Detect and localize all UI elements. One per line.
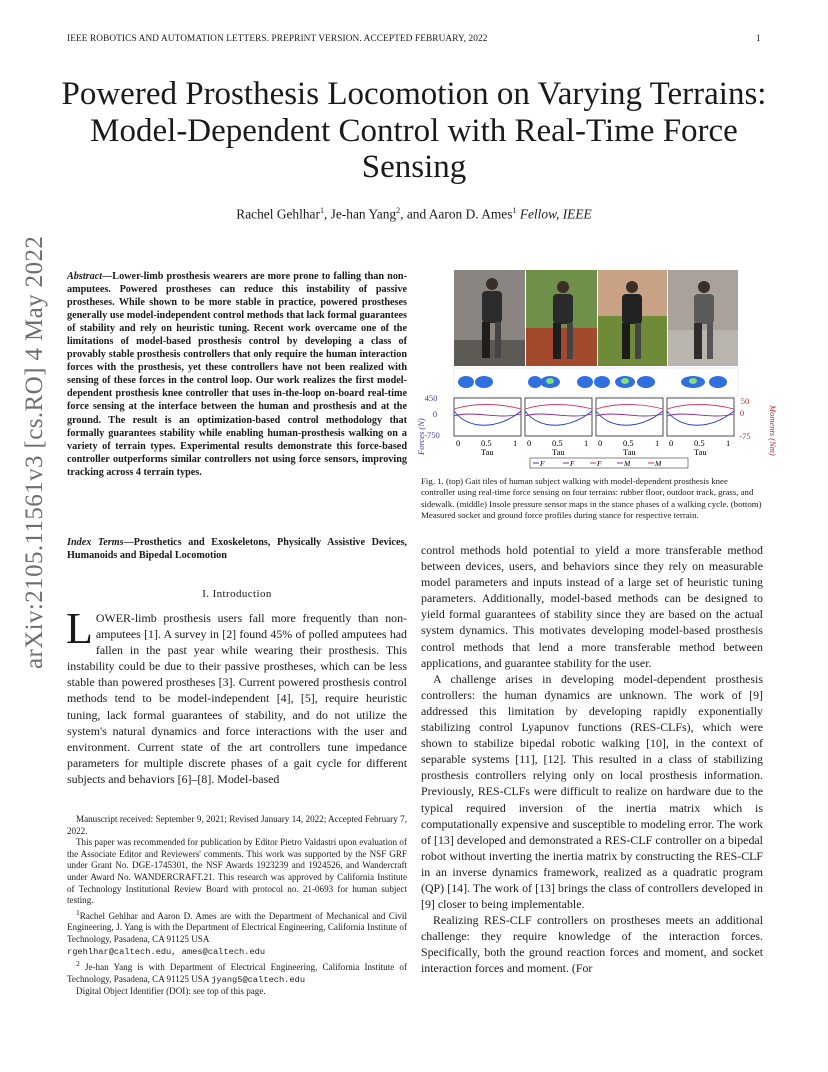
footnote-2-mark: 2 — [76, 959, 80, 969]
paper-title: Powered Prosthesis Locomotion on Varying Terrains: Model-Dependent Control with Real-Time Force Sensing — [61, 76, 767, 185]
ytick-right-75: -75 — [739, 431, 751, 441]
x-axis-label-p2: Tau — [552, 447, 565, 457]
index-terms-text: —Prosthetics and Exoskeletons, Physically Assistive Devices, Humanoids and Bipedal Locomotion — [67, 537, 407, 562]
right-column-text — [421, 542, 763, 977]
author-2-affil: 2 — [396, 206, 401, 215]
footnote-1-text: Rachel Gehlhar and Aaron D. Ames are with the Department of Mechanical and Civil Engineering, J. Yang is with the Department of Electrical Engineering, California Institute of Technology, Pasadena, CA 91125 USA — [67, 910, 407, 944]
legend — [530, 458, 688, 468]
photo-outdoor-track — [526, 270, 597, 366]
right-paragraph-1: control methods hold potential to yield a more transferable method between devices, users, and behaviors since they rely on measurable model parameters and inputs instead of a large set of heuristic tuning parameters. Additionally, model-based methods can be designed to yield formal guarantees of stability since they are based on the actual system dynamics. This motivates developing model-based prosthesis control methods that lend a more transferable method between applications, and guarantee stability for the user. — [421, 543, 763, 670]
drop-cap: L — [66, 604, 93, 653]
legend-item-2: F — [570, 459, 575, 468]
running-header: IEEE ROBOTICS AND AUTOMATION LETTERS. PREPRINT VERSION. ACCEPTED FEBRUARY, 2022 — [67, 34, 488, 44]
y-axis-label-right: Moments (Nm) — [768, 405, 778, 456]
footnote-1-emails[interactable]: rgehlhar@caltech.edu, ames@caltech.edu — [67, 946, 266, 957]
legend-item-3: F — [597, 459, 602, 468]
footnote-affiliation-1 — [67, 907, 407, 958]
xtick-0-p3: 0 — [598, 438, 603, 448]
author-line: Rachel Gehlhar$^1$, Je-han Yang$^2$, and Aaron D. Ames$^1$ Fellow, IEEE — [236, 206, 592, 222]
photo-rubber-floor — [454, 270, 525, 366]
plot-curves-rubber-floor — [454, 405, 521, 426]
footnotes — [67, 814, 407, 998]
xtick-1-p3: 1 — [655, 438, 660, 448]
caption-label: Fig. 1. — [421, 476, 444, 486]
author-3: Aaron D. Ames — [428, 206, 513, 222]
author-1: Rachel Gehlhar — [236, 206, 320, 222]
section-heading-introduction: I. Introduction — [202, 588, 272, 600]
force-profile-plots — [454, 398, 734, 436]
xtick-0-5-p2: 0.5 — [552, 438, 563, 448]
abstract — [67, 270, 407, 479]
x-axis-label-p4: Tau — [694, 447, 707, 457]
ytick-left-450: 450 — [424, 393, 438, 403]
page-number: 1 — [756, 34, 761, 44]
pressure-maps — [454, 368, 738, 396]
plot-curves-outdoor-track — [525, 405, 592, 426]
index-terms — [67, 536, 407, 562]
ytick-right-0: 0 — [739, 408, 745, 418]
footnote-funding: This paper was recommended for publication by Editor Pietro Valdastri upon evaluation of the Associate Editor and Reviewers' comments. This work was supported by the NSF GRF under Grant No. DGE-1745301, the NSF Awards 1923239 and 1924526, and Wandercraft under Award No. WANDERCRAFT.21. This research was approved by California Institute of Technology Institutional Review Board with protocol no. 21-0693 for human subject testing. — [67, 837, 407, 906]
xtick-1-p4: 1 — [726, 438, 731, 448]
caption-text: (top) Gait tiles of human subject walking with model-dependent prosthesis knee controller using real-time force sensing on four terrains: rubber floor, outdoor track, grass, and sidewalk. (middle) Insole pressure sensor maps in the stance phases of a walking cycle. (bottom) Measured socket and ground force profiles during stance for respective terrain. — [421, 476, 762, 520]
footnote-affiliation-2 — [67, 958, 407, 986]
xtick-0-5-p4: 0.5 — [694, 438, 705, 448]
xtick-0: 0 — [456, 438, 461, 448]
legend-item-1: F — [540, 459, 545, 468]
author-1-affil: 1 — [319, 206, 324, 215]
author-2: Je-han Yang — [330, 206, 397, 222]
y-axis-label-left: Forces (N) — [416, 418, 426, 455]
author-3-fellow: Fellow, IEEE — [519, 206, 592, 222]
xtick-1-p2: 1 — [584, 438, 589, 448]
footnote-2-text: Je-han Yang is with Department of Electrical Engineering, California Institute of Technology, Pasadena, CA 91125 USA — [67, 962, 407, 984]
intro-paragraph — [66, 604, 407, 787]
footnote-1-mark: 1 — [76, 907, 80, 917]
ytick-left-0: 0 — [432, 409, 438, 419]
ytick-left-750: -750 — [424, 430, 440, 440]
abstract-label: Abstract — [67, 271, 103, 282]
plot-curves-grass — [596, 405, 663, 426]
xtick-0-5: 0.5 — [481, 438, 492, 448]
xtick-1: 1 — [513, 438, 518, 448]
abstract-text: —Lower-limb prosthesis wearers are more prone to falling than non-amputees. Powered prostheses can reduce this instability of passive prostheses. While shown to be more stable in practice, powered prostheses generally use model-independent control methods that lack formal guarantees of stability and rely on heuristic tuning. Recent work overcame one of the limitations of model-based prosthesis control by developing a class of provably stable prosthesis controllers that only require the human interaction forces with the prosthesis, yet these controllers have not been realized with sensing of these forces in the control loop. Our work realizes the first model-dependent prosthesis knee controller that uses in-the-loop on-board real-time force sensing at the interface between the human and prosthesis and at the ground. The result is an optimization-based control methodology that formally guarantees stability while enabling human-prosthesis walking on a variety of terrain types. Experimental results demonstrate this force-based controller outperforms similar controllers not using force sensors, improving tracking across 4 terrain types. — [67, 271, 407, 478]
photo-grass — [598, 270, 667, 366]
xtick-0-p2: 0 — [527, 438, 532, 448]
ytick-right-50: 50 — [740, 396, 750, 406]
right-paragraph-3: Realizing RES-CLF controllers on prostheses meets an additional challenge: they require knowledge of the interaction forces. Specifically, both the ground reaction forces and moment, and socket interaction forces and moment. (For — [421, 913, 763, 976]
footnote-2-email[interactable]: jyang5@caltech.edu — [211, 974, 306, 985]
xtick-0-p4: 0 — [669, 438, 674, 448]
x-axis-label-p3: Tau — [623, 447, 636, 457]
figure-1-caption — [421, 476, 763, 521]
author-3-affil: 1 — [512, 206, 517, 215]
gait-photo-tiles — [454, 270, 738, 366]
legend-item-5: M — [655, 459, 662, 468]
footnote-doi: Digital Object Identifier (DOI): see top of this page. — [76, 986, 266, 997]
photo-sidewalk — [668, 270, 738, 366]
index-terms-label: Index Terms — [67, 537, 124, 548]
xtick-0-5-p3: 0.5 — [623, 438, 634, 448]
footnote-received: Manuscript received: September 9, 2021; Revised January 14, 2022; Accepted February 7, 2022. — [67, 814, 407, 836]
arxiv-stamp: arXiv:2105.11561v3 [cs.RO] 4 May 2022 — [21, 235, 48, 669]
intro-text: OWER-limb prosthesis users fall more frequently than non-amputees [1]. A survey in [2] found 45% of polled amputees had fallen in the past year while wearing their prosthesis. This instability could be due to their passive prostheses, which can be less stable than powered prostheses [3]. Current powered prosthesis control methods tend to be model-independent [4], [5], require heuristic tuning, lack formal guarantees of stability, and do not utilize the system's natural dynamics and force interactions with the user and environment. Current state of the art controllers tune impedance parameters for multiple discrete phases of a gait cycle for different subjects and behaviors [6]–[8]. Model-based — [67, 611, 407, 786]
figure-1 — [418, 270, 778, 475]
right-paragraph-2: A challenge arises in developing model-dependent prosthesis controllers: the human dynamics are unknown. The work of [9] addressed this limitation by developing rapidly exponentially stabilizing control Lyapunov functions (RES-CLFs), which were shown to stabilize bipedal robotic walking [10], in the context of separable systems [11], [12]. This resulted in a class of stabilizing prosthesis controllers relying only on local prosthesis information. Previously, RES-CLFs were difficult to realize on hardware due to the typical required inversion of the inertia matrix which is computationally expensive and susceptible to modeling error. The work of [13] developed and demonstrated a RES-CLF controller on a bipedal robot without inverting the inertia matrix by constructing the RES-CLF in an inverse dynamics framework, realized as a quadratic program (QP) [14]. The work of [13] brings the class of controllers developed in [9] closer to being implementable. — [421, 671, 763, 912]
legend-item-4: M — [624, 459, 631, 468]
plot-curves-sidewalk — [667, 405, 734, 426]
x-axis-label: Tau — [481, 447, 494, 457]
